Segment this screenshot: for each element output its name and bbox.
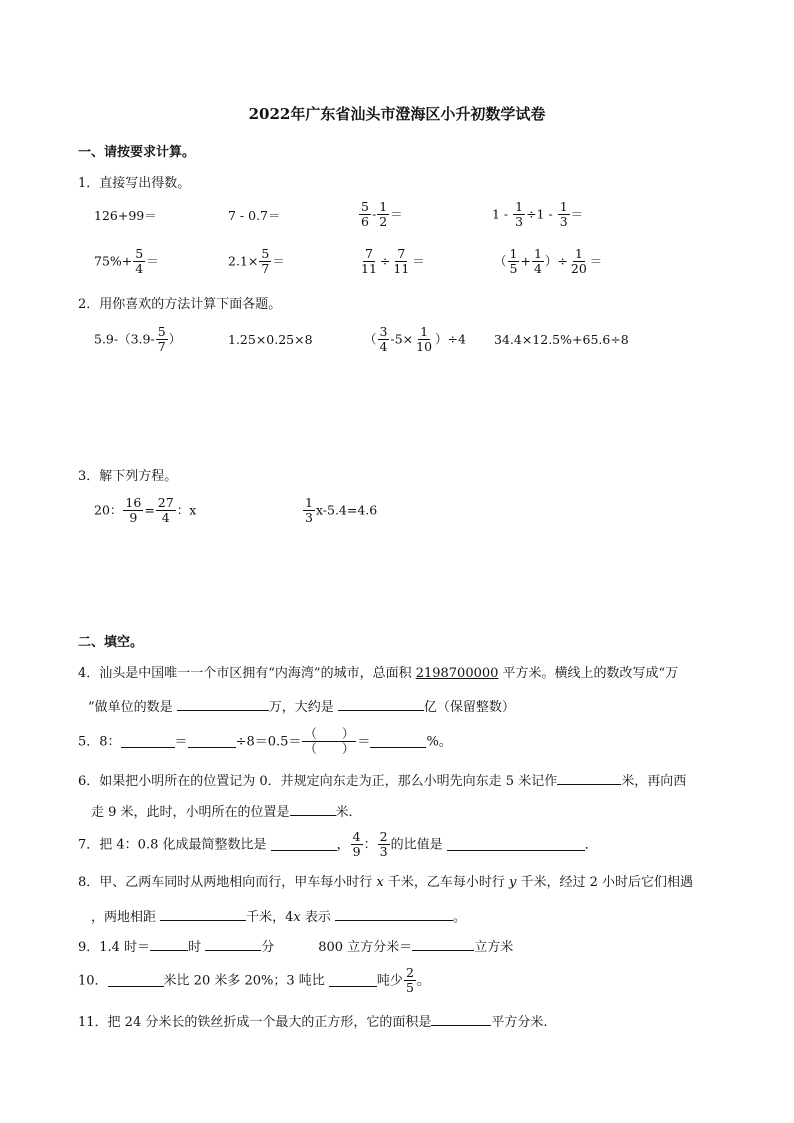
calc-2c: （ $\frac{3}{4}$ -5× $\frac{1}{10}$ ）÷4 (364, 324, 466, 355)
question-6-line2: 走 9 米，此时，小明所在的位置是 米． (91, 805, 362, 820)
calc-1e: 75%+ $\frac{5}{4}$ ＝ (94, 246, 159, 277)
answer-blank[interactable] (177, 698, 269, 711)
answer-blank[interactable] (338, 698, 424, 711)
question-2-label: 2．用你喜欢的方法计算下面各题。 (78, 297, 282, 312)
fraction: $\frac{1}{3}$ (515, 199, 524, 230)
fraction: $\frac{1}{5}$ (509, 246, 518, 277)
calc-2d: 34.4×12.5%+65.6÷8 (494, 332, 629, 347)
question-8-line1: 8．甲、乙两车同时从两地相向而行，甲车每小时行 x 千米，乙车每小时行 y 千米，经过 2 小时后它们相遇 (78, 875, 694, 890)
answer-blank[interactable] (121, 735, 175, 748)
answer-blank[interactable] (108, 974, 164, 987)
question-6-line1: 6．如果把小明所在的位置记为 0．并规定向东走为正，那么小明先向东走 5 米记作 米，再向西 (78, 774, 687, 789)
calc-1d: 1 - $\frac{1}{3}$ ÷1 - $\frac{1}{3}$ ＝ (492, 199, 584, 230)
calc-1b: 7 - 0.7＝ (228, 208, 281, 223)
answer-blank[interactable] (431, 1013, 491, 1026)
equation-3a: 20： $\frac{16}{9}$ = $\frac{27}{4}$ ：x (94, 495, 197, 526)
answer-blank[interactable] (150, 938, 188, 951)
fraction: $\frac{5}{4}$ (135, 246, 144, 277)
question-5: 5．8： ＝ ÷8＝0.5＝ （ ） （ ） ＝ %。 (78, 726, 452, 757)
answer-blank[interactable] (205, 938, 261, 951)
question-11: 11．把 24 分米长的铁丝折成一个最大的正方形，它的面积是 平方分米. (78, 1015, 548, 1030)
question-9: 9．1.4 时＝ 时 分 800 立方分米＝ 立方米 (78, 940, 514, 955)
question-7: 7．把 4：0.8 化成最简整数比是 ， $\frac{4}{9}$ ： $\frac{2}{3}$ 的比值是 ． (78, 829, 598, 860)
equation-3b: $\frac{1}{3}$ x-5.4=4.6 (305, 495, 378, 526)
fraction: $\frac{3}{4}$ (379, 324, 388, 355)
question-4-line2: ”做单位的数是 万，大约是 亿（保留整数） (88, 700, 515, 715)
question-8-line2: ，两地相距 千米，4x 表示 。 (91, 910, 467, 925)
underlined-number: 2198700000 (415, 666, 499, 681)
question-4-line1: 4．汕头是中国唯一一个市区拥有“内海湾”的城市，总面积 2198700000 平方米。横线上的数改写成“万 (78, 666, 679, 681)
fraction: $\frac{5}{6}$ (361, 199, 369, 230)
fraction: $\frac{2}{3}$ (379, 829, 388, 860)
fraction: $\frac{1}{2}$ (379, 199, 388, 230)
calc-1a: 126+99＝ (94, 208, 157, 223)
calc-1c: $\frac{5}{6}$ - $\frac{1}{2}$ ＝ (361, 199, 403, 230)
answer-blank[interactable] (370, 735, 426, 748)
fraction: $\frac{2}{5}$ (405, 965, 414, 996)
answer-blank[interactable] (447, 838, 585, 851)
fraction: $\frac{16}{9}$ (125, 495, 142, 526)
fraction: $\frac{1}{4}$ (533, 246, 542, 277)
section-heading-1: 一、请按要求计算。 (78, 145, 196, 160)
calc-1f: 2.1× $\frac{5}{7}$ ＝ (228, 246, 285, 277)
exam-title: 2022年广东省汕头市澄海区小升初数学试卷 (248, 105, 546, 123)
answer-blank[interactable] (412, 938, 474, 951)
fraction: $\frac{1}{20}$ (570, 246, 587, 277)
fraction: $\frac{7}{11}$ (393, 246, 410, 277)
fraction: $\frac{1}{3}$ (305, 495, 313, 526)
calc-2b: 1.25×0.25×8 (228, 332, 313, 347)
fraction-blank[interactable]: （ ） （ ） (304, 726, 355, 757)
answer-blank[interactable] (160, 908, 246, 921)
fraction: $\frac{5}{7}$ (261, 246, 270, 277)
calc-1g: $\frac{7}{11}$ ÷ $\frac{7}{11}$ ＝ (361, 246, 425, 277)
fraction: $\frac{1}{10}$ (416, 324, 433, 355)
question-3-label: 3．解下列方程。 (78, 469, 178, 484)
fraction: $\frac{27}{4}$ (157, 495, 174, 526)
answer-blank[interactable] (271, 838, 337, 851)
fraction: $\frac{5}{7}$ (157, 324, 166, 355)
answer-blank[interactable] (188, 735, 236, 748)
answer-blank[interactable] (557, 772, 621, 785)
question-10: 10． 米比 20 米多 20%；3 吨比 吨少 $\frac{2}{5}$ 。 (78, 965, 430, 996)
calc-2a: 5.9-（3.9- $\frac{5}{7}$ ） (94, 324, 182, 355)
section-heading-2: 二、填空。 (78, 635, 144, 650)
fraction: $\frac{7}{11}$ (361, 246, 377, 277)
fraction: $\frac{1}{3}$ (559, 199, 568, 230)
calc-1h: （ $\frac{1}{5}$ + $\frac{1}{4}$ ）÷ $\frac{1}{20}$ ＝ (494, 246, 603, 277)
answer-blank[interactable] (329, 974, 377, 987)
question-1-label: 1．直接写出得数。 (78, 176, 191, 191)
fraction: $\frac{4}{9}$ (352, 829, 361, 860)
answer-blank[interactable] (335, 908, 453, 921)
answer-blank[interactable] (290, 803, 336, 816)
